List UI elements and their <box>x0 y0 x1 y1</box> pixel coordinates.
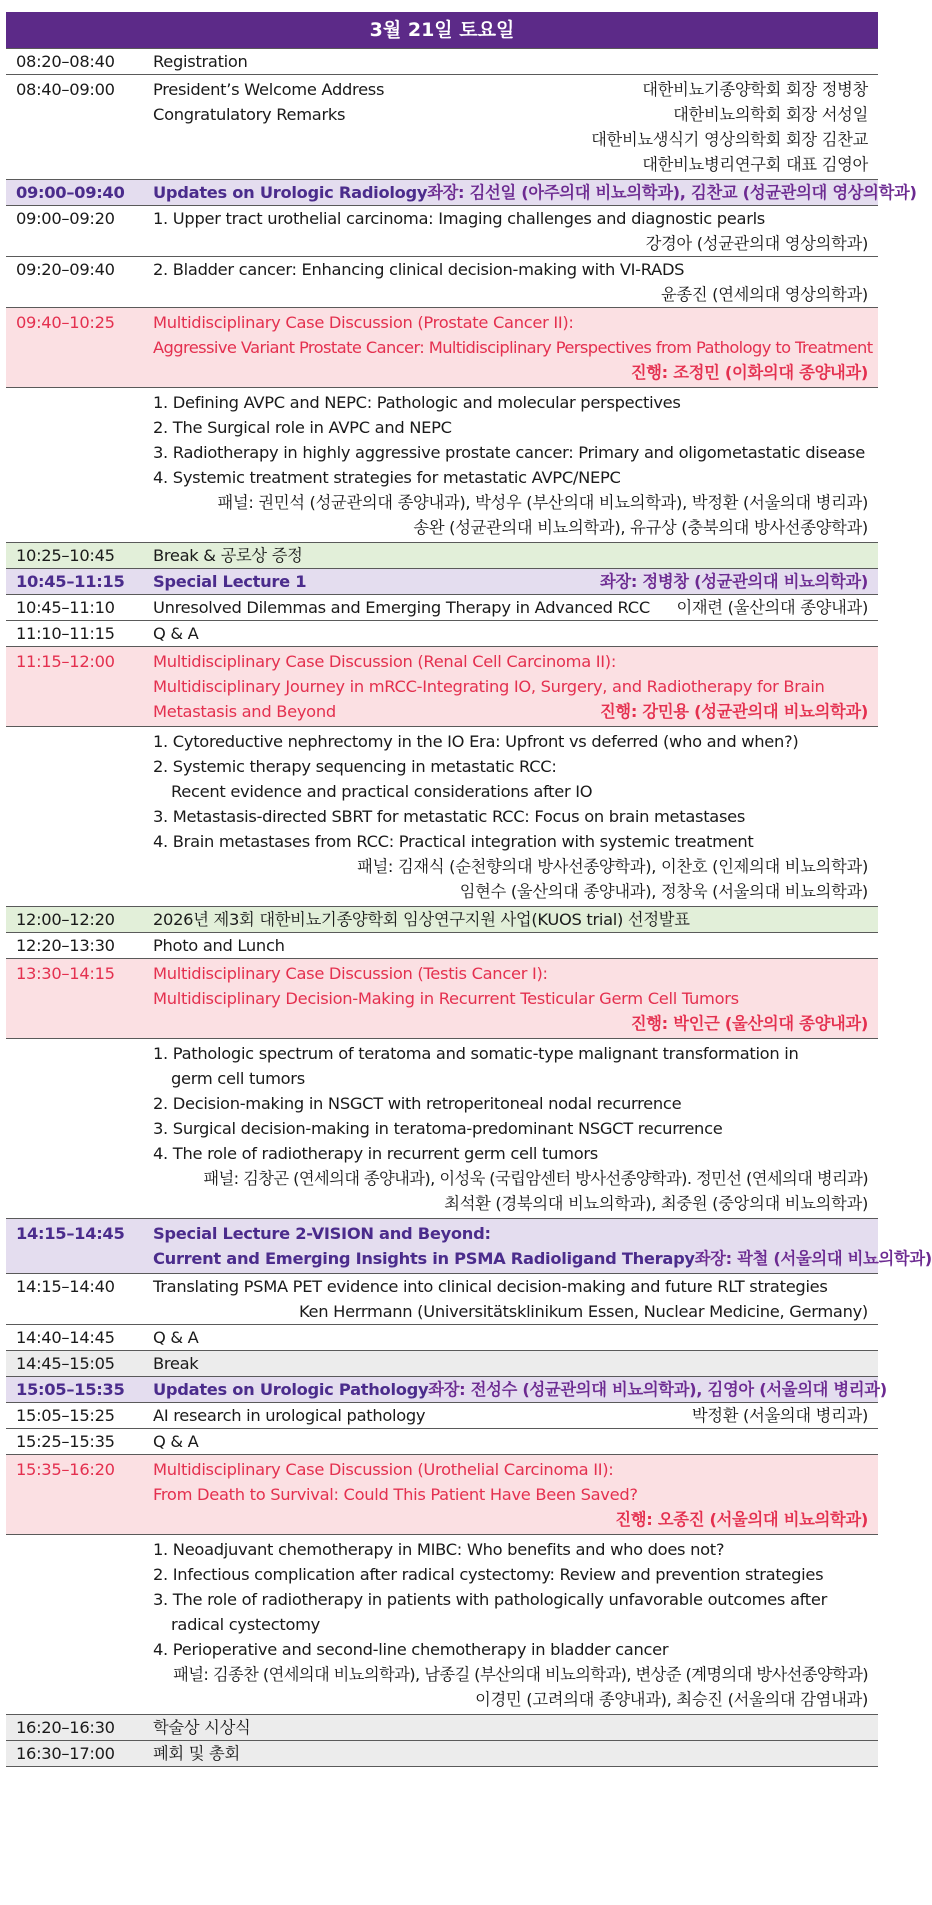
session-title: 학술상 시상식 <box>153 1718 251 1737</box>
day-header: 3월 21일 토요일 <box>6 12 878 48</box>
session-header-row <box>6 1219 932 1274</box>
session-title: 폐회 및 총회 <box>153 1744 240 1763</box>
schedule-row <box>6 933 878 959</box>
session-subtitle: From Death to Survival: Could This Patient Have Been Saved? <box>153 1485 638 1504</box>
talk-list-row <box>6 388 878 543</box>
talk-item: 4. Brain metastases from RCC: Practical integration with systemic treatment <box>153 832 754 851</box>
speaker: 대한비뇨병리연구회 대표 김영아 <box>642 155 868 174</box>
talk-title: 1. Upper tract urothelial carcinoma: Imaging challenges and diagnostic pearls <box>153 209 765 228</box>
time-slot: 14:15–14:40 <box>16 1277 115 1296</box>
panel: 임현수 (울산의대 종양내과), 정창욱 (서울의대 비뇨의학과) <box>459 882 868 901</box>
schedule-row <box>6 257 878 308</box>
moderator: 진행: 조정민 (이화의대 종양내과) <box>630 363 868 382</box>
schedule-page <box>6 0 932 1767</box>
time-slot: 15:25–15:35 <box>16 1432 115 1451</box>
speaker: 박정환 (서울의대 병리과) <box>691 1406 868 1425</box>
session-subtitle: Multidisciplinary Journey in mRCC-Integrating IO, Surgery, and Radiotherapy for Brain <box>153 677 825 696</box>
case-discussion-row <box>6 647 878 727</box>
break-row <box>6 1351 878 1377</box>
time-slot: 11:10–11:15 <box>16 624 115 643</box>
session-title: Break <box>153 1354 199 1373</box>
time-slot: 10:45–11:15 <box>16 572 125 591</box>
break-row <box>6 543 878 569</box>
session-title: Special Lecture 2-VISION and Beyond: <box>153 1224 491 1243</box>
case-discussion-row <box>6 1455 878 1535</box>
talk-item-continued: radical cystectomy <box>171 1615 321 1634</box>
session-title: Q & A <box>153 1328 199 1347</box>
session-title: Special Lecture 1 <box>153 572 307 591</box>
session-subtitle: Metastasis and Beyond <box>153 702 336 721</box>
talk-list-row <box>6 1039 878 1219</box>
case-discussion-row <box>6 959 878 1039</box>
talk-item: 3. Metastasis-directed SBRT for metastatic RCC: Focus on brain metastases <box>153 807 746 826</box>
time-slot: 15:35–16:20 <box>16 1460 115 1479</box>
speaker: 이재련 (울산의대 종양내과) <box>676 598 868 617</box>
moderator: 진행: 박인근 (울산의대 종양내과) <box>630 1014 868 1033</box>
schedule-row <box>6 1325 878 1351</box>
time-slot: 16:30–17:00 <box>16 1744 115 1763</box>
talk-title: Translating PSMA PET evidence into clinical decision-making and future RLT strategies <box>153 1277 828 1296</box>
session-header-row <box>6 1377 887 1403</box>
talk-item: 1. Pathologic spectrum of teratoma and somatic-type malignant transformation in <box>153 1044 799 1063</box>
talk-item: 3. Radiotherapy in highly aggressive prostate cancer: Primary and oligometastatic disease <box>153 443 865 462</box>
moderator: 진행: 강민용 (성균관의대 비뇨의학과) <box>599 702 868 721</box>
time-slot: 10:45–11:10 <box>16 598 115 617</box>
session-subtitle: Current and Emerging Insights in PSMA Radioligand Therapy <box>153 1249 695 1268</box>
talk-item: 1. Defining AVPC and NEPC: Pathologic and molecular perspectives <box>153 393 681 412</box>
time-slot: 14:40–14:45 <box>16 1328 115 1347</box>
session-header-row <box>6 569 878 595</box>
time-slot: 14:45–15:05 <box>16 1354 115 1373</box>
time-slot: 09:20–09:40 <box>16 260 115 279</box>
talk-item: 3. Surgical decision-making in teratoma-predominant NSGCT recurrence <box>153 1119 723 1138</box>
talk-item-continued: germ cell tumors <box>171 1069 305 1088</box>
session-title: Break & 공로상 증정 <box>153 546 303 565</box>
time-slot: 13:30–14:15 <box>16 964 115 983</box>
session-title: Congratulatory Remarks <box>153 105 346 124</box>
panel: 패널: 김재식 (순천향의대 방사선종양학과), 이찬호 (인제의대 비뇨의학과) <box>357 857 868 876</box>
time-slot: 15:05–15:25 <box>16 1406 115 1425</box>
chair: 좌장: 정병창 (성균관의대 비뇨의학과) <box>599 572 868 591</box>
talk-item: 4. The role of radiotherapy in recurrent germ cell tumors <box>153 1144 598 1163</box>
schedule-row <box>6 621 878 647</box>
speaker: 대한비뇨생식기 영상의학회 회장 김찬교 <box>591 130 868 149</box>
chair: 좌장: 김선일 (아주의대 비뇨의학과), 김찬교 (성균관의대 영상의학과) <box>427 183 917 202</box>
time-slot: 10:25–10:45 <box>16 546 115 565</box>
talk-title: 2. Bladder cancer: Enhancing clinical decision-making with VI-RADS <box>153 260 685 279</box>
session-title: 2026년 제3회 대한비뇨기종양학회 임상연구지원 사업(KUOS trial) 선정발표 <box>153 910 690 929</box>
time-slot: 16:20–16:30 <box>16 1718 115 1737</box>
talk-item: 2. Systemic therapy sequencing in metastatic RCC: <box>153 757 557 776</box>
talk-item: 1. Cytoreductive nephrectomy in the IO Era: Upfront vs deferred (who and when?) <box>153 732 799 751</box>
talk-item: 4. Perioperative and second-line chemotherapy in bladder cancer <box>153 1640 669 1659</box>
speaker: Ken Herrmann (Universitätsklinikum Essen, Nuclear Medicine, Germany) <box>298 1302 868 1321</box>
award-row <box>6 1715 878 1741</box>
session-subtitle: Aggressive Variant Prostate Cancer: Multidisciplinary Perspectives from Pathology to Treatment <box>153 338 873 357</box>
panel: 송완 (성균관의대 비뇨의학과), 유규상 (충북의대 방사선종양학과) <box>413 518 868 537</box>
talk-title: AI research in urological pathology <box>153 1406 426 1425</box>
panel: 패널: 권민석 (성균관의대 종양내과), 박성우 (부산의대 비뇨의학과), 박정환 (서울의대 병리과) <box>217 493 868 512</box>
time-slot: 12:20–13:30 <box>16 936 115 955</box>
session-title: President’s Welcome Address <box>153 80 385 99</box>
session-title: Photo and Lunch <box>153 936 285 955</box>
talk-list-row <box>6 727 878 907</box>
speaker: 대한비뇨의학회 회장 서성일 <box>673 105 868 124</box>
panel: 이경민 (고려의대 종양내과), 최승진 (서울의대 감염내과) <box>475 1690 868 1709</box>
talk-item: 2. Decision-making in NSGCT with retroperitoneal nodal recurrence <box>153 1094 682 1113</box>
speaker: 강경아 (성균관의대 영상의학과) <box>645 234 868 253</box>
session-title: Registration <box>153 52 248 71</box>
session-title: Multidisciplinary Case Discussion (Prostate Cancer II): <box>153 313 574 332</box>
panel: 최석환 (경북의대 비뇨의학과), 최중원 (중앙의대 비뇨의학과) <box>444 1194 868 1213</box>
chair: 좌장: 곽철 (서울의대 비뇨의학과) <box>694 1249 932 1268</box>
session-title: Updates on Urologic Radiology <box>153 183 428 202</box>
talk-item: 2. Infectious complication after radical cystectomy: Review and prevention strategies <box>153 1565 824 1584</box>
session-title: Q & A <box>153 1432 199 1451</box>
schedule-row <box>6 206 878 257</box>
schedule-row <box>6 75 878 180</box>
session-subtitle: Multidisciplinary Decision-Making in Recurrent Testicular Germ Cell Tumors <box>153 989 739 1008</box>
talk-item: 1. Neoadjuvant chemotherapy in MIBC: Who benefits and who does not? <box>153 1540 725 1559</box>
time-slot: 15:05–15:35 <box>16 1380 125 1399</box>
time-slot: 09:40–10:25 <box>16 313 115 332</box>
session-title: Updates on Urologic Pathology <box>153 1380 429 1399</box>
time-slot: 08:20–08:40 <box>16 52 115 71</box>
moderator: 진행: 오종진 (서울의대 비뇨의학과) <box>615 1510 868 1529</box>
schedule-row <box>6 595 878 621</box>
session-title: Multidisciplinary Case Discussion (Testis Cancer I): <box>153 964 548 983</box>
time-slot: 14:15–14:45 <box>16 1224 125 1243</box>
schedule-row <box>6 48 878 75</box>
schedule-row <box>6 1403 878 1429</box>
case-discussion-row <box>6 308 878 388</box>
time-slot: 09:00–09:20 <box>16 209 115 228</box>
speaker: 윤종진 (연세의대 영상의학과) <box>661 285 868 304</box>
talk-item: 2. The Surgical role in AVPC and NEPC <box>153 418 452 437</box>
session-title: Multidisciplinary Case Discussion (Renal Cell Carcinoma II): <box>153 652 617 671</box>
talk-title: Unresolved Dilemmas and Emerging Therapy in Advanced RCC <box>153 598 650 617</box>
speaker: 대한비뇨기종양학회 회장 정병창 <box>642 80 868 99</box>
talk-list-row <box>6 1535 878 1715</box>
chair: 좌장: 전성수 (성균관의대 비뇨의학과), 김영아 (서울의대 병리과) <box>428 1380 887 1399</box>
talk-item: 4. Systemic treatment strategies for metastatic AVPC/NEPC <box>153 468 621 487</box>
talk-item: 3. The role of radiotherapy in patients with pathologically unfavorable outcomes after <box>153 1590 828 1609</box>
time-slot: 09:00–09:40 <box>16 183 125 202</box>
session-title: Multidisciplinary Case Discussion (Urothelial Carcinoma II): <box>153 1460 614 1479</box>
session-header-row <box>6 180 917 206</box>
closing-row <box>6 1741 878 1767</box>
time-slot: 08:40–09:00 <box>16 80 115 99</box>
panel: 패널: 김창곤 (연세의대 종양내과), 이성욱 (국립암센터 방사선종양학과). 정민선 (연세의대 병리과) <box>203 1169 868 1188</box>
schedule-row <box>6 1274 878 1325</box>
talk-item-continued: Recent evidence and practical considerations after IO <box>171 782 593 801</box>
panel: 패널: 김종찬 (연세의대 비뇨의학과), 남종길 (부산의대 비뇨의학과), 변상준 (계명의대 방사선종양학과) <box>173 1665 868 1684</box>
time-slot: 11:15–12:00 <box>16 652 115 671</box>
session-title: Q & A <box>153 624 199 643</box>
schedule-row <box>6 1429 878 1455</box>
announcement-row <box>6 907 878 933</box>
time-slot: 12:00–12:20 <box>16 910 115 929</box>
